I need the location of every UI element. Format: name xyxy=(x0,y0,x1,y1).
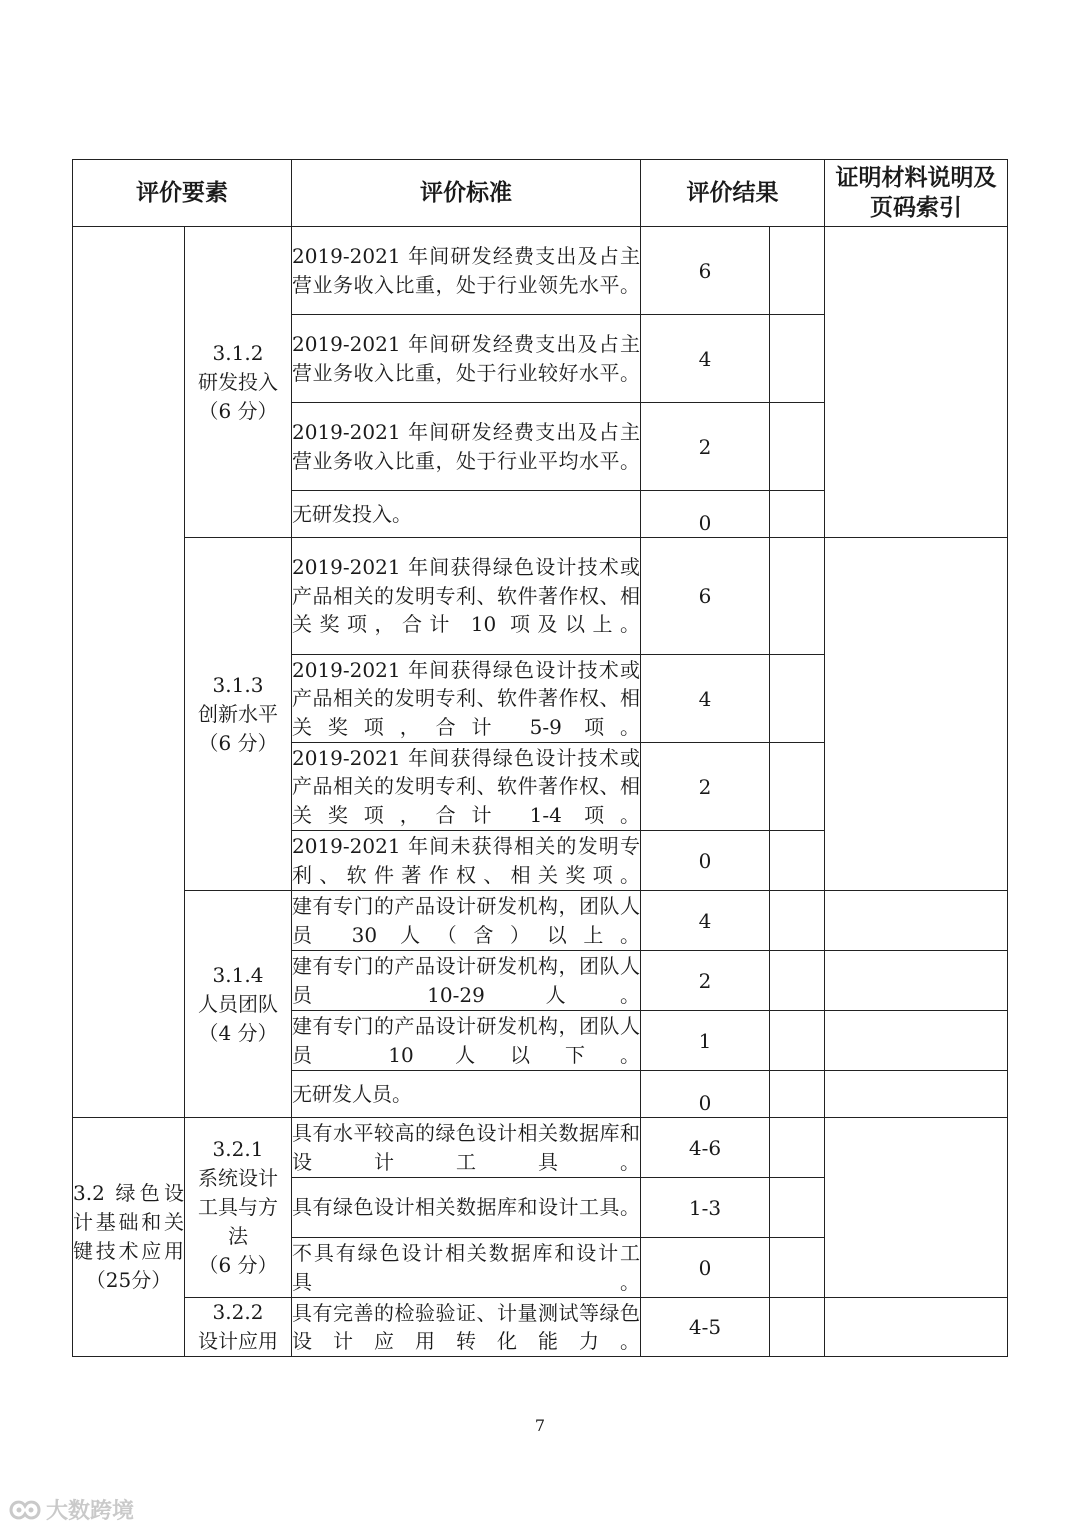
score-cell: 4-6 xyxy=(641,1118,770,1178)
standard-cell: 无研发投入。 xyxy=(292,491,641,538)
score-cell: 0 xyxy=(641,831,770,891)
subitem-3-2-1: 3.2.1 系统设计工具与方法 （6 分） xyxy=(185,1118,292,1298)
result-input-cell[interactable] xyxy=(770,891,825,951)
standard-cell: 建有专门的产品设计研发机构，团队人员 30 人（含）以上。 xyxy=(292,891,641,951)
category-3-2: 3.2 绿色设计基础和关键技术应用（25分） xyxy=(73,1118,185,1357)
table-row xyxy=(73,1298,1008,1357)
standard-cell: 2019-2021 年间获得绿色设计技术或产品相关的发明专利、软件著作权、相关奖项，合计 1-4 项。 xyxy=(292,743,641,831)
result-input-cell[interactable] xyxy=(770,1238,825,1298)
result-input-cell[interactable] xyxy=(770,655,825,743)
evidence-cell[interactable] xyxy=(825,1298,1008,1357)
result-input-cell[interactable] xyxy=(770,403,825,491)
result-input-cell[interactable] xyxy=(770,315,825,403)
score-cell: 2 xyxy=(641,743,770,831)
evidence-cell[interactable] xyxy=(825,227,1008,538)
table-row xyxy=(73,891,1008,951)
standard-cell: 2019-2021 年间研发经费支出及占主营业务收入比重，处于行业平均水平。 xyxy=(292,403,641,491)
table-row xyxy=(73,1118,1008,1178)
table-header-row xyxy=(73,160,1008,227)
watermark xyxy=(8,1494,134,1525)
header-evidence: 证明材料说明及页码索引 xyxy=(825,160,1008,227)
header-element: 评价要素 xyxy=(73,160,292,227)
score-cell: 2 xyxy=(641,403,770,491)
score-cell: 6 xyxy=(641,227,770,315)
standard-cell: 具有绿色设计相关数据库和设计工具。 xyxy=(292,1178,641,1238)
score-cell: 0 xyxy=(641,1238,770,1298)
subitem-3-1-4: 3.1.4 人员团队 （4 分） xyxy=(185,891,292,1118)
table-row xyxy=(73,538,1008,655)
score-cell: 0 xyxy=(641,491,770,538)
score-cell: 4-5 xyxy=(641,1298,770,1357)
subitem-3-1-3: 3.1.3 创新水平 （6 分） xyxy=(185,538,292,891)
score-cell: 0 xyxy=(641,1071,770,1118)
result-input-cell[interactable] xyxy=(770,1011,825,1071)
result-input-cell[interactable] xyxy=(770,1118,825,1178)
standard-cell: 具有水平较高的绿色设计相关数据库和设计工具。 xyxy=(292,1118,641,1178)
watermark-text: 大数跨境 xyxy=(46,1499,135,1524)
score-cell: 1-3 xyxy=(641,1178,770,1238)
result-input-cell[interactable] xyxy=(770,743,825,831)
header-standard: 评价标准 xyxy=(292,160,641,227)
score-cell: 4 xyxy=(641,315,770,403)
category-cell-3-1 xyxy=(73,227,185,1118)
standard-cell: 2019-2021 年间未获得相关的发明专利、软件著作权、相关奖项。 xyxy=(292,831,641,891)
result-input-cell[interactable] xyxy=(770,1071,825,1118)
result-input-cell[interactable] xyxy=(770,1298,825,1357)
standard-cell: 2019-2021 年间获得绿色设计技术或产品相关的发明专利、软件著作权、相关奖项，合计 10 项及以上。 xyxy=(292,538,641,655)
standard-cell: 建有专门的产品设计研发机构，团队人员 10-29 人。 xyxy=(292,951,641,1011)
evidence-cell[interactable] xyxy=(825,538,1008,891)
standard-cell: 建有专门的产品设计研发机构，团队人员 10 人以下。 xyxy=(292,1011,641,1071)
table-row xyxy=(73,227,1008,315)
evidence-cell[interactable] xyxy=(825,1011,1008,1071)
score-cell: 6 xyxy=(641,538,770,655)
standard-cell: 无研发人员。 xyxy=(292,1071,641,1118)
evidence-cell[interactable] xyxy=(825,891,1008,951)
evidence-cell[interactable] xyxy=(825,1118,1008,1298)
standard-cell: 2019-2021 年间研发经费支出及占主营业务收入比重，处于行业较好水平。 xyxy=(292,315,641,403)
result-input-cell[interactable] xyxy=(770,227,825,315)
score-cell: 1 xyxy=(641,1011,770,1071)
page-number: 7 xyxy=(534,1416,546,1435)
evaluation-table xyxy=(72,159,1008,1357)
result-input-cell[interactable] xyxy=(770,951,825,1011)
score-cell: 4 xyxy=(641,655,770,743)
result-input-cell[interactable] xyxy=(770,831,825,891)
standard-cell: 2019-2021 年间研发经费支出及占主营业务收入比重，处于行业领先水平。 xyxy=(292,227,641,315)
evidence-cell[interactable] xyxy=(825,951,1008,1011)
score-cell: 2 xyxy=(641,951,770,1011)
subitem-3-2-2: 3.2.2 设计应用 xyxy=(185,1298,292,1357)
standard-cell: 2019-2021 年间获得绿色设计技术或产品相关的发明专利、软件著作权、相关奖项，合计 5-9 项。 xyxy=(292,655,641,743)
watermark-logo-icon xyxy=(8,1497,42,1523)
result-input-cell[interactable] xyxy=(770,1178,825,1238)
header-result: 评价结果 xyxy=(641,160,825,227)
subitem-3-1-2: 3.1.2 研发投入 （6 分） xyxy=(185,227,292,538)
result-input-cell[interactable] xyxy=(770,538,825,655)
evidence-cell[interactable] xyxy=(825,1071,1008,1118)
standard-cell: 不具有绿色设计相关数据库和设计工具。 xyxy=(292,1238,641,1298)
result-input-cell[interactable] xyxy=(770,491,825,538)
score-cell: 4 xyxy=(641,891,770,951)
standard-cell: 具有完善的检验验证、计量测试等绿色设计应用转化能力。 xyxy=(292,1298,641,1357)
